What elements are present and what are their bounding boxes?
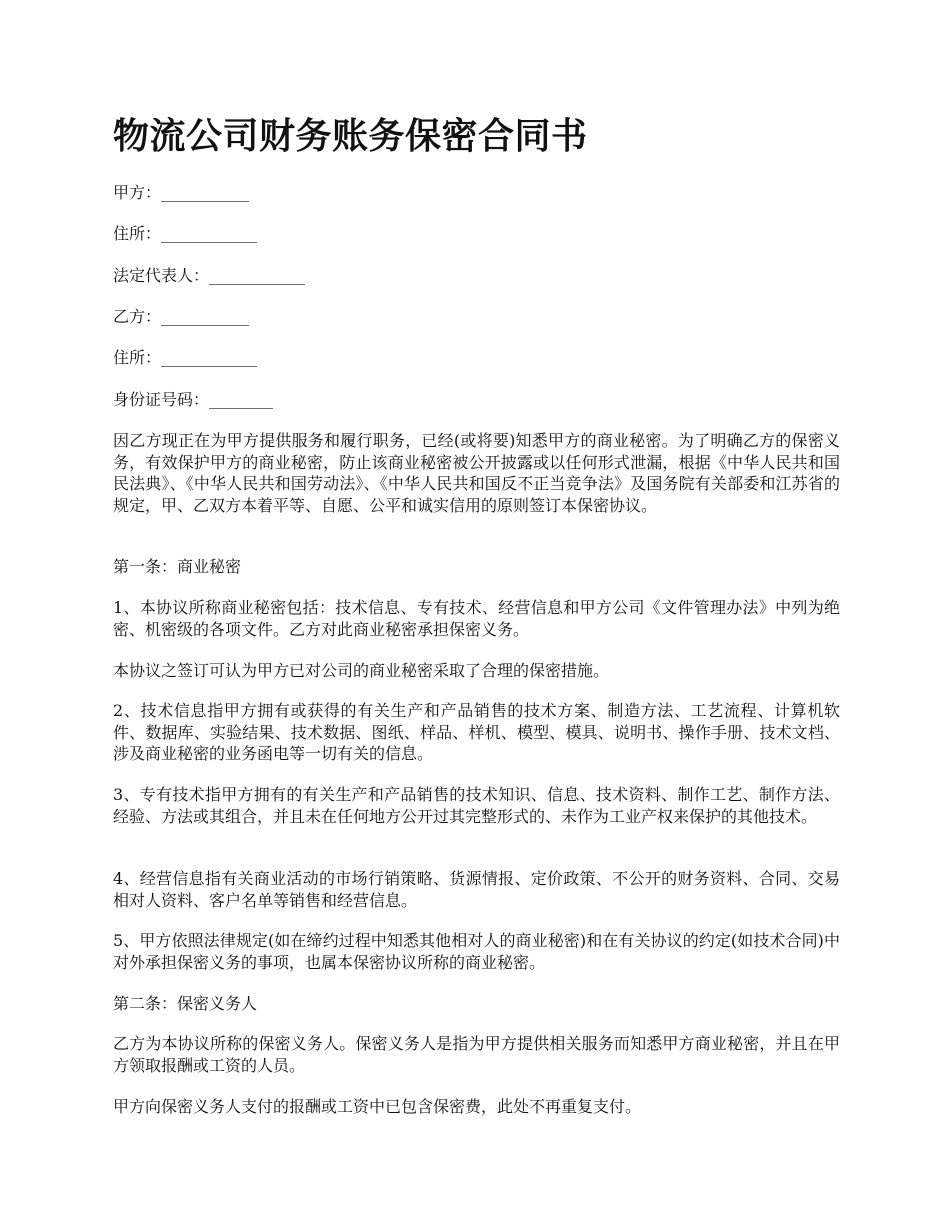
clause-1-5: 5、甲方依照法律规定(如在缔约过程中知悉其他相对人的商业秘密)和在有关协议的约定(如技术合同)中对外承担保密义务的事项，也属本保密协议所称的商业秘密。 xyxy=(113,931,840,972)
id-number-field: 身份证号码：________ xyxy=(113,390,274,409)
intro-paragraph: 因乙方现正在为甲方提供服务和履行职务，已经(或将要)知悉甲方的商业秘密。为了明确乙方的保密义务，有效保护甲方的商业秘密，防止该商业秘密被公开披露或以任何形式泄漏，根据《中华人民共和国民法典》、《中华人民共和国劳动法》、《中华人民共和国反不正当竞争法》及国务院有关部委和江苏省的规定，甲、乙双方本着平等、自愿、公平和诚实信用的原则签订本保密协议。 xyxy=(113,431,840,515)
clause-2-1: 乙方为本协议所称的保密义务人。保密义务人是指为甲方提供相关服务而知悉甲方商业秘密，并且在甲方领取报酬或工资的人员。 xyxy=(113,1034,840,1075)
clause-1-1: 1、本协议所称商业秘密包括：技术信息、专有技术、经营信息和甲方公司《文件管理办法》中列为绝密、机密级的各项文件。乙方对此商业秘密承担保密义务。 xyxy=(113,598,840,639)
article-1-heading: 第一条：商业秘密 xyxy=(113,557,242,576)
party-b-address-field: 住所：____________ xyxy=(113,348,258,367)
legal-representative-field: 法定代表人：____________ xyxy=(113,266,306,285)
document-title: 物流公司财务账务保密合同书 xyxy=(113,115,588,157)
clause-1-note: 本协议之签订可认为甲方已对公司的商业秘密采取了合理的保密措施。 xyxy=(113,661,610,680)
party-b-field: 乙方：___________ xyxy=(113,307,250,326)
party-a-field: 甲方：___________ xyxy=(113,183,250,202)
clause-2-2: 甲方向保密义务人支付的报酬或工资中已包含保密费，此处不再重复支付。 xyxy=(113,1097,642,1116)
clause-1-2: 2、技术信息指甲方拥有或获得的有关生产和产品销售的技术方案、制造方法、工艺流程、计算机软件、数据库、实验结果、技术数据、图纸、样品、样机、模型、模具、说明书、操作手册、技术文档、涉及商业秘密的业务函电等一切有关的信息。 xyxy=(113,701,840,763)
clause-1-4: 4、经营信息指有关商业活动的市场行销策略、货源情报、定价政策、不公开的财务资料、合同、交易相对人资料、客户名单等销售和经营信息。 xyxy=(113,869,840,910)
clause-1-3: 3、专有技术指甲方拥有的有关生产和产品销售的技术知识、信息、技术资料、制作工艺、制作方法、经验、方法或其组合，并且未在任何地方公开过其完整形式的、未作为工业产权来保护的其他技术。 xyxy=(113,785,840,826)
article-2-heading: 第二条：保密义务人 xyxy=(113,994,258,1013)
party-a-address-field: 住所：____________ xyxy=(113,224,258,243)
